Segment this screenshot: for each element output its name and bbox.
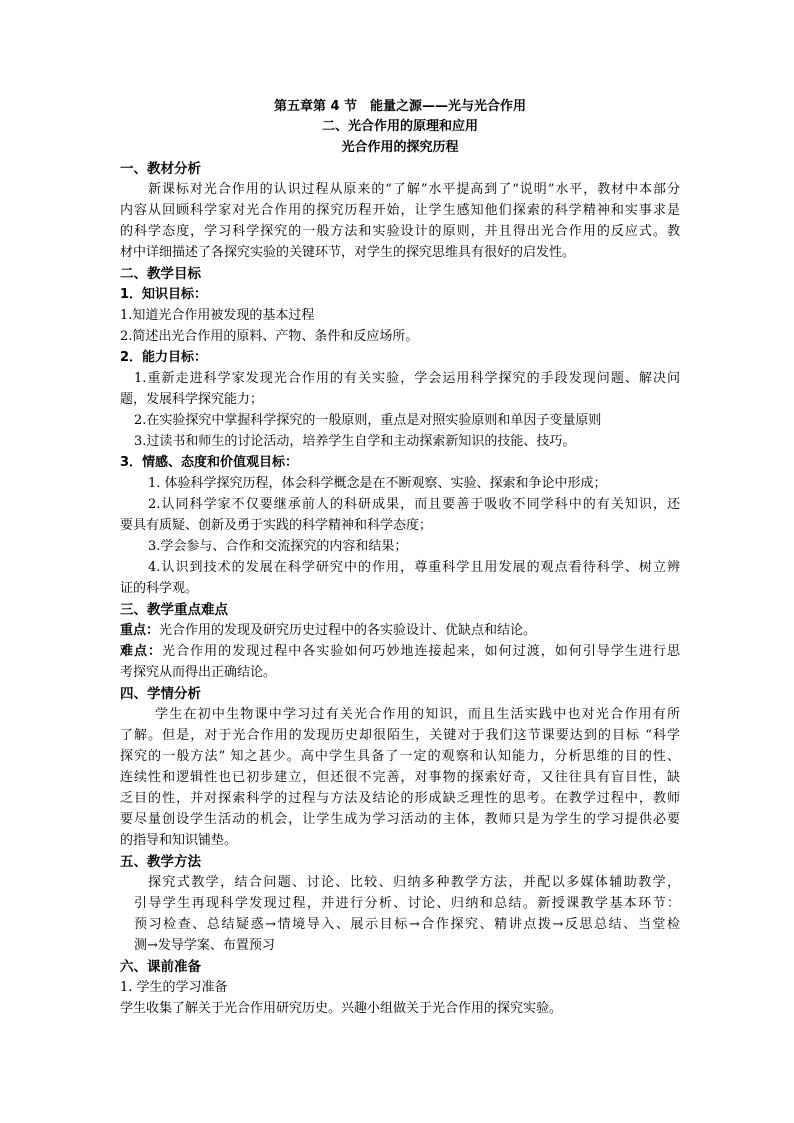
sec1-line-2: 内容从回顾科学家对光合作用的探究历程开始，让学生感知他们探索的科学精神和实事求是 [120, 203, 680, 218]
sec4-line-2: 了解。但是，对于光合作用的发现历史却很陌生，关键对于我们这节课要达到的目标 “科学 [120, 728, 680, 743]
sec4-line-6: 要尽量创设学生活动的机会，让学生成为学习活动的主体，教师只是为学生的学习提供必要 [120, 812, 680, 827]
knowledge-goal-1: 1.知道光合作用被发现的基本过程 [120, 308, 315, 323]
ability-goal-1: 1.重新走进科学家发现光合作用的有关实验，学会运用科学探究的手段发现问题、解决问 [134, 371, 680, 386]
difficult-point-text: 光合作用的发现过程中各实验如何巧妙地连接起来，如何过渡，如何引导学生进行思 [162, 644, 680, 659]
sec4-line-5: 乏目的性，并对探索科学的过程与方法及结论的形成缺乏理性的思考。在教学过程中，教师 [120, 791, 680, 806]
emotion-goal-1: 1. 体验科学探究历程，体会科学概念是在不断观察、实验、探索和争论中形成； [148, 476, 607, 491]
emotion-goal-4-cont: 证的科学观。 [120, 581, 199, 596]
title-line-2: 二、光合作用的原理和应用 [321, 119, 478, 134]
sec5-line-3: 预习检查、总结疑惑→情境导入、展示目标→合作探究、精讲点拨→反思总结、当堂检 [134, 917, 680, 932]
title-line-1: 第五章第 4 节 能量之源——光与光合作用 [273, 99, 527, 114]
knowledge-goal-2: 2.简述出光合作用的原料、产物、条件和反应场所。 [120, 329, 419, 344]
knowledge-goals-heading: 1．知识目标： [120, 287, 208, 302]
sec1-line-3: 的科学态度，学习科学探究的一般方法和实验设计的原则，并且得出光合作用的反应式。教 [120, 224, 680, 239]
difficult-point-label: 难点： [120, 644, 163, 659]
emotion-goal-4: 4.认识到技术的发展在科学研究中的作用，尊重科学且用发展的观点看待科学、树立辨 [148, 560, 680, 575]
sec4-line-1: 学生在初中生物课中学习过有关光合作用的知识，而且生活实践中也对光合作用有所 [155, 707, 680, 722]
key-point-label: 重点： [120, 623, 160, 638]
sec6-line-1: 学生收集了解关于光合作用研究历史。兴趣小组做关于光合作用的探究实验。 [120, 1001, 563, 1016]
section-2-heading: 二、教学目标 [120, 266, 201, 282]
sec4-line-3: 探究的一般方法” 知之甚少。高中学生具备了一定的观察和认知能力，分析思维的目的性、 [120, 749, 680, 764]
ability-goal-2: 2.在实验探究中掌握科学探究的一般原则，重点是对照实验原则和单因子变量原则 [134, 413, 602, 428]
sec4-line-4: 连续性和逻辑性也已初步建立，但还很不完善，对事物的探索好奇，又往往具有盲目性，缺 [120, 770, 680, 785]
ability-goal-1-cont: 题，发展科学探究能力； [120, 392, 264, 407]
emotion-goal-2-cont: 要具有质疑、创新及勇于实践的科学精神和科学态度； [120, 518, 433, 533]
section-4-heading: 四、学情分析 [120, 686, 201, 702]
sec4-line-7: 的指导和知识铺垫。 [120, 833, 238, 848]
key-point [120, 621, 680, 641]
section-1-heading: 一、教材分析 [120, 161, 201, 177]
section-3-heading: 三、教学重点难点 [120, 602, 228, 618]
sec5-line-1: 探究式教学，结合问题、讨论、比较、归纳多种教学方法，并配以多媒体辅助教学， [148, 875, 680, 890]
key-point-text: 光合作用的发现及研究历史过程中的各实验设计、优缺点和结论。 [159, 623, 537, 638]
emotion-goal-2: 2.认同科学家不仅要继承前人的科研成果，而且要善于吸收不同学科中的有关知识，还 [148, 497, 680, 512]
emotion-goals-heading: 3．情感、态度和价值观目标： [120, 455, 299, 470]
sec5-line-4: 测→发导学案、布置预习 [134, 938, 275, 953]
emotion-goal-3: 3.学会参与、合作和交流探究的内容和结果； [148, 539, 408, 554]
sec1-line-1: 新课标对光合作用的认识过程从原来的“了解”水平提高到了“说明”水平，教材中本部分 [148, 182, 680, 197]
title-line-3: 光合作用的探究历程 [341, 140, 459, 155]
sec6-subheading: 1. 学生的学习准备 [120, 980, 228, 995]
section-6-heading: 六、课前准备 [120, 959, 201, 975]
difficult-point-cont: 考探究从而得出正确结论。 [120, 665, 277, 680]
ability-goal-3: 3.过读书和师生的讨论活动，培养学生自学和主动探索新知识的技能、技巧。 [134, 434, 576, 449]
ability-goals-heading: 2．能力目标： [120, 350, 208, 365]
sec1-line-4: 材中详细描述了各探究实验的关键环节，对学生的探究思维具有很好的启发性。 [120, 245, 576, 260]
section-5-heading: 五、教学方法 [120, 854, 201, 870]
sec5-line-2: 引导学生再现科学发现过程，并进行分析、讨论、归纳和总结。新授课教学基本环节： [134, 896, 680, 911]
difficult-point [120, 642, 680, 662]
